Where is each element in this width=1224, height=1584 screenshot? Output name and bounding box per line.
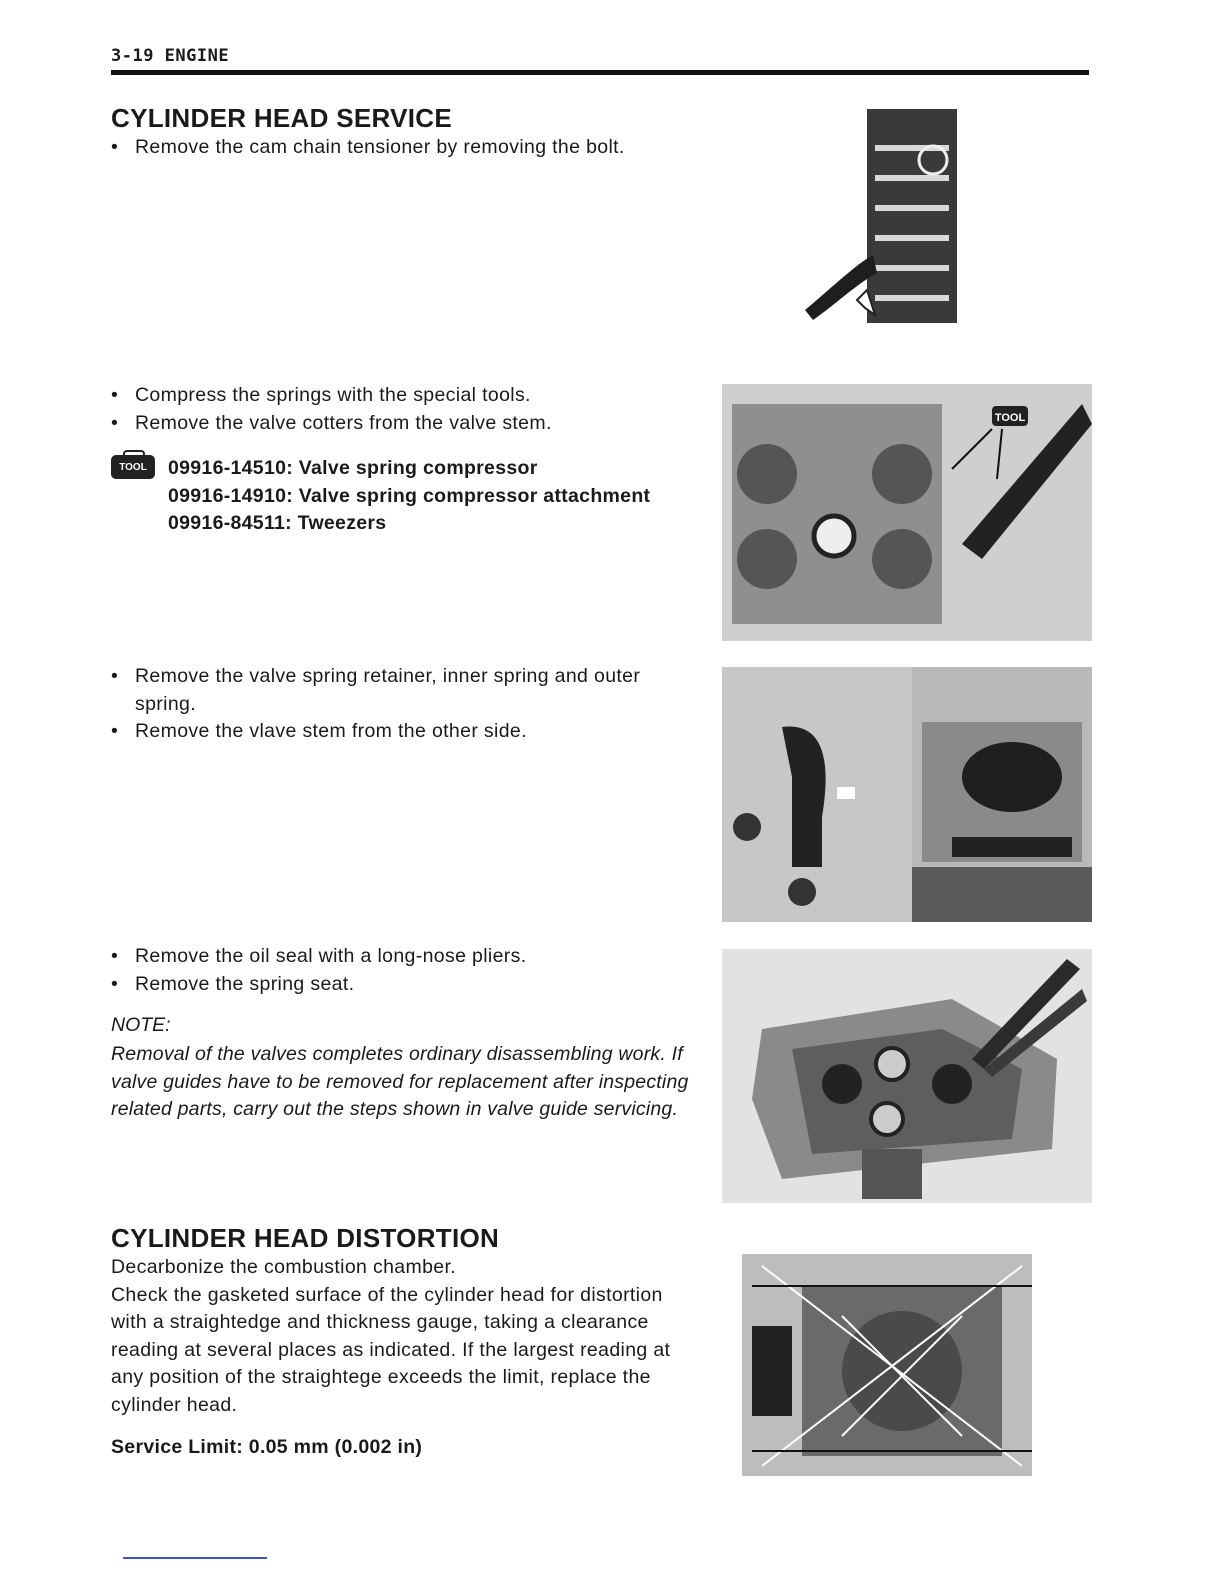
step-list-2: [111, 382, 701, 437]
footer-rule: [123, 1557, 267, 1559]
distortion-para-2: Check the gasketed surface of the cylinder head for distortion with a straightedge and thickness gauge, taking a clearance reading at several places as indicated. If the largest reading at any position of the straightege exceeds the limit, replace the cylinder head.: [111, 1283, 671, 1416]
special-tools-list: [111, 455, 711, 538]
tool-item: 09916-14910: Valve spring compressor attachment: [168, 484, 651, 507]
svg-text:TOOL: TOOL: [994, 412, 1026, 424]
photo-oil-seal-removal: [722, 949, 1092, 1203]
note-label: NOTE:: [111, 1014, 171, 1036]
photo-valve-retainer-springs: [722, 667, 1092, 922]
step-item: • Remove the spring seat.: [111, 971, 701, 999]
section-title-cylinder-head-distortion: CYLINDER HEAD DISTORTION: [111, 1223, 500, 1253]
photo-cam-chain-tensioner: [805, 105, 965, 327]
step-item: • Remove the cam chain tensioner by removing the bolt.: [111, 134, 701, 162]
step-item: • Remove the vlave stem from the other side.: [111, 718, 701, 746]
page-header: [111, 46, 1089, 75]
page-label: 3-19 ENGINE: [111, 46, 230, 66]
distortion-instructions: [111, 1254, 701, 1419]
step-item: • Remove the valve spring retainer, inner spring and outer spring.: [111, 663, 701, 718]
note-text: Removal of the valves completes ordinary disassembling work. If valve guides have to be removed for replacement after inspecting related parts, carry out the steps shown in valve guide servicing.: [111, 1043, 689, 1120]
tool-icon: TOOL: [111, 455, 155, 479]
step-list-3: [111, 663, 701, 746]
step-item: • Compress the springs with the special tools.: [111, 382, 701, 410]
step-item: • Remove the valve cotters from the valve stem.: [111, 410, 701, 438]
step-item: • Remove the oil seal with a long-nose pliers.: [111, 943, 701, 971]
step-list-1: [111, 134, 701, 162]
photo-valve-spring-compressor: [722, 384, 1092, 641]
tool-item: 09916-14510: Valve spring compressor: [168, 457, 538, 479]
tool-item: 09916-84511: Tweezers: [168, 512, 387, 534]
photo-cylinder-head-distortion: [722, 1246, 1040, 1482]
step-list-4: [111, 943, 701, 998]
distortion-para-1: Decarbonize the combustion chamber.: [111, 1256, 457, 1278]
section-title-cylinder-head-service: CYLINDER HEAD SERVICE: [111, 103, 452, 133]
service-limit: Service Limit: 0.05 mm (0.002 in): [111, 1436, 423, 1458]
